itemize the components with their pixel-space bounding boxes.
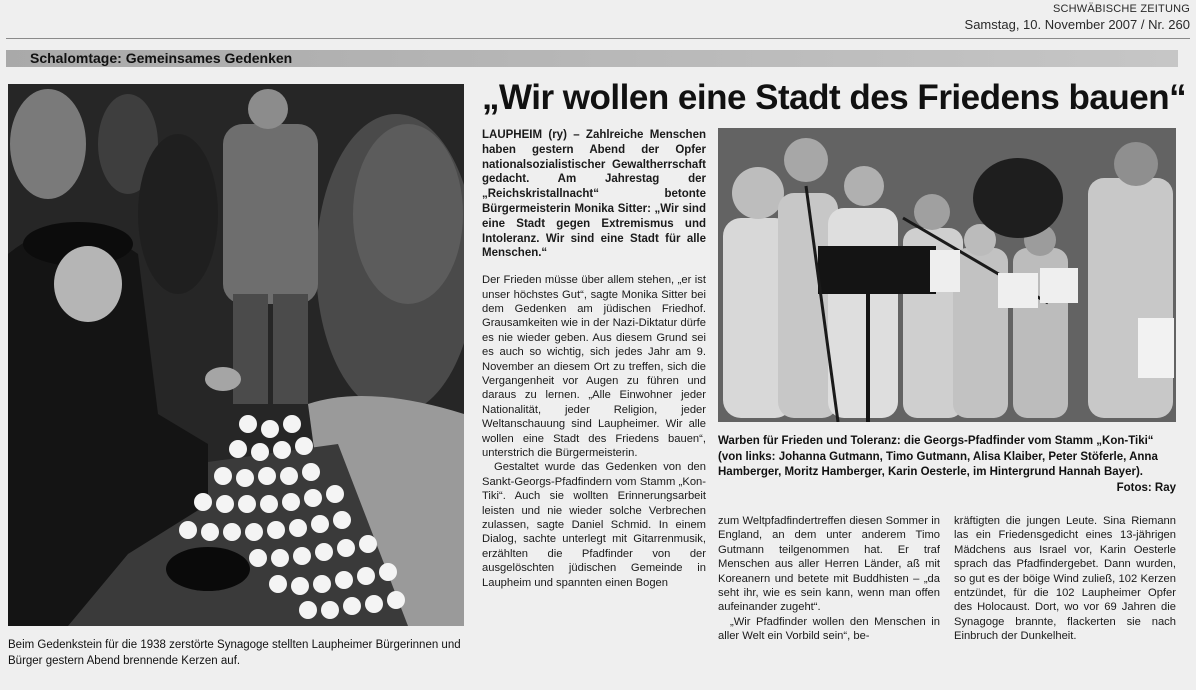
photo-right-caption-text: Warben für Frieden und Toleranz: die Georgs-Pfadfinder vom Stamm „Kon-Tiki“ (von links: Johanna Gutmann, Timo Gutmann, Alisa Klaiber, Peter Stöferle, Anna Hamberger, Moritz Hamberger, Karin Oesterle, im Hintergrund Hannah Bayer).: [718, 435, 1158, 478]
newspaper-name: SCHWÄBISCHE ZEITUNG: [1052, 3, 1190, 15]
photo-credit: Fotos: Ray: [1116, 481, 1176, 494]
article-column-3: [954, 514, 1176, 644]
article-column-1: [482, 128, 706, 590]
photo-left-caption: Beim Gedenkstein für die 1938 zerstörte Synagoge stellten Laupheimer Bürgerinnen und Bürger gestern Abend brennende Kerzen auf.: [8, 639, 461, 667]
photo-candles: [8, 84, 464, 626]
article-lead: LAUPHEIM (ry) – Zahlreiche Menschen haben gestern Abend der Opfer nationalsozialistischer Gewaltherrschaft gedacht. Am Jahrestag der „Reichskristallnacht“ betonte Bürgermeisterin Monika Sitter: „Wir sind eine Stadt gegen Extremismus und Intoleranz. Wir sind eine Stadt für alle Menschen.“: [482, 129, 706, 260]
body-paragraph-5: kräftigten die jungen Leute. Sina Riemann las ein Friedensgedicht eines 13-jährigen Mädchens aus Israel vor, Karin Oesterle sprach das Pfadfindergebet. Dann wurden, so gut es der böige Wind zuließ, 102 Kerzen entzündet, für die 102 Laupheimer Opfer des Holocaust. Dort, wo vor 69 Jahren die Synagoge brannte, flackerten sie nach Einbruch der Dunkelheit.: [954, 515, 1176, 643]
article-headline: „Wir wollen eine Stadt des Friedens bauen“: [482, 78, 1187, 117]
masthead: [965, 1, 1190, 33]
body-paragraph-4: „Wir Pfadfinder wollen den Menschen in aller Welt ein Vorbild sein“, be-: [718, 615, 940, 643]
photo-scouts: [718, 128, 1176, 422]
body-paragraph-3: zum Weltpfadfindertreffen diesen Sommer in England, an dem unter anderem Timo Gutmann teilgenommen hat. Er traf Menschen aus aller Herren Länder, aß mit Koreanern und betete mit Buddhisten – „da seht ihr, wie es sein kann, wenn man offen aufeinander zugeht“.: [718, 515, 940, 614]
body-paragraph-2: Gestaltet wurde das Gedenken von den Sankt-Georgs-Pfadfindern vom Stamm „Kon-Tiki“. Auch sie wollten Erinnerungsarbeit leisten und nie wieder solche Verbrechen zulassen, sagte Daniel Schmid. In einem Dialog, sachte unterlegt mit Gitarrenmusik, erzählten die Pfadfinder von der ausgelöschten jüdischen Gemeinde in Laupheim und spannten einen Bogen: [482, 461, 706, 589]
photo-right-caption: [718, 434, 1176, 496]
article-column-2: [718, 514, 940, 644]
body-paragraph-1: Der Frieden müsse über allem stehen, „er ist unser höchstes Gut“, sagte Monika Sitter bei dem Gedenken am jüdischen Friedhof. Grausamkeiten wie in der Nazi-Diktatur dürfe es nie wieder geben. Aus diesem Grund sei es auch so wichtig, sich jedes Jahr am 9. November an diesem Ort zu treffen, sich die Vergangenheit vor Augen zu führen und daraus zu lernen. „Alle Einwohner jeder Nationalität, jeder Religion, jeder Weltanschauung sind Laupheimer. Wir alle wollen eine Stadt des Friedens bauen“, unterstrich die Bürgermeisterin.: [482, 274, 706, 460]
section-rubric: Schalomtage: Gemeinsames Gedenken: [6, 50, 1178, 67]
header-rule: [6, 38, 1190, 39]
issue-date: Samstag, 10. November 2007 / Nr. 260: [964, 17, 1190, 32]
